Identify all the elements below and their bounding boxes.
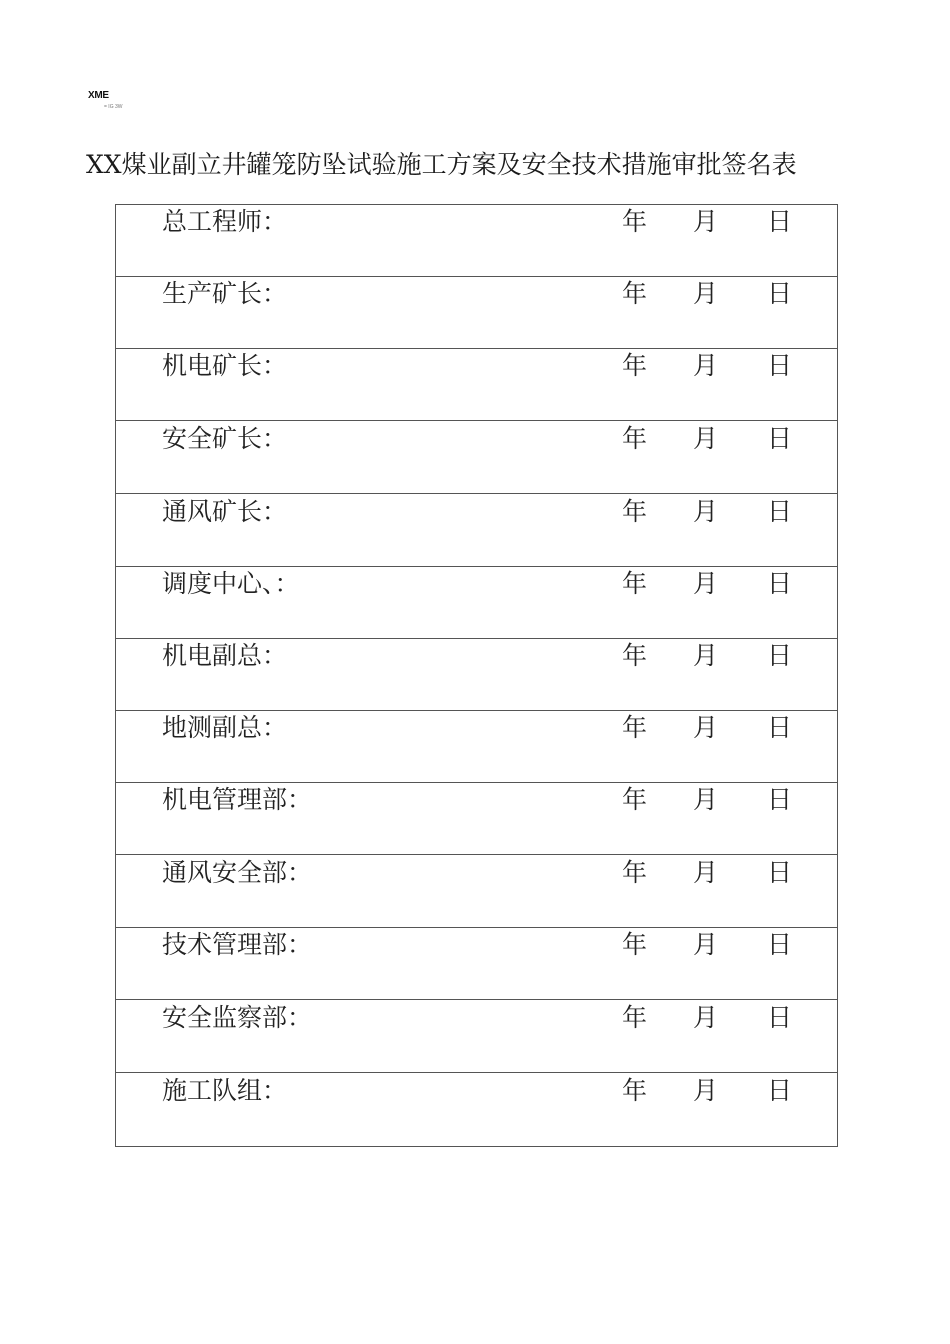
date-year-label: 年: [622, 351, 648, 380]
date-year-label: 年: [622, 497, 648, 526]
signer-label: 机电管理部：: [162, 785, 313, 814]
signer-label: 通风矿长：: [162, 497, 288, 526]
signature-row: [116, 928, 837, 1000]
date-day-label: 日: [767, 569, 793, 598]
date-month-label: 月: [693, 641, 719, 670]
date-year-label: 年: [622, 641, 648, 670]
date-day-label: 日: [767, 713, 793, 742]
signer-label: 调度中心、：: [162, 569, 300, 598]
logo-subtext: = IG 3W: [104, 104, 123, 110]
date-day-label: 日: [767, 424, 793, 453]
signature-row: [116, 422, 837, 494]
date-day-label: 日: [767, 279, 793, 308]
date-month-label: 月: [693, 1003, 719, 1032]
date-month-label: 月: [693, 858, 719, 887]
signature-row: [116, 1074, 837, 1146]
date-year-label: 年: [622, 713, 648, 742]
date-day-label: 日: [767, 641, 793, 670]
logo-text: XME: [88, 90, 109, 101]
date-month-label: 月: [693, 207, 719, 236]
date-month-label: 月: [693, 1076, 719, 1105]
signer-label: 机电矿长：: [162, 351, 288, 380]
date-year-label: 年: [622, 424, 648, 453]
signature-row: [116, 711, 837, 783]
date-day-label: 日: [767, 930, 793, 959]
date-day-label: 日: [767, 207, 793, 236]
signature-row: [116, 639, 837, 711]
date-day-label: 日: [767, 351, 793, 380]
date-year-label: 年: [622, 858, 648, 887]
signature-row: [116, 1001, 837, 1073]
date-year-label: 年: [622, 279, 648, 308]
signer-label: 施工队组：: [162, 1076, 288, 1105]
date-month-label: 月: [693, 930, 719, 959]
signer-label: 安全监察部：: [162, 1003, 313, 1032]
date-year-label: 年: [622, 207, 648, 236]
date-day-label: 日: [767, 1003, 793, 1032]
date-day-label: 日: [767, 785, 793, 814]
date-day-label: 日: [767, 1076, 793, 1105]
signer-label: 安全矿长：: [162, 424, 288, 453]
signature-row: [116, 277, 837, 349]
signer-label: 总工程师：: [162, 207, 288, 236]
date-month-label: 月: [693, 497, 719, 526]
signature-row: [116, 205, 837, 277]
date-day-label: 日: [767, 858, 793, 887]
date-month-label: 月: [693, 569, 719, 598]
signature-row: [116, 567, 837, 639]
date-month-label: 月: [693, 351, 719, 380]
signer-label: 技术管理部：: [162, 930, 313, 959]
signer-label: 生产矿长：: [162, 279, 288, 308]
signer-label: 通风安全部：: [162, 858, 313, 887]
date-day-label: 日: [767, 497, 793, 526]
signer-label: 机电副总：: [162, 641, 288, 670]
date-month-label: 月: [693, 424, 719, 453]
date-month-label: 月: [693, 279, 719, 308]
date-year-label: 年: [622, 1003, 648, 1032]
signature-row: [116, 495, 837, 567]
signature-table: [115, 204, 838, 1147]
signer-label: 地测副总：: [162, 713, 288, 742]
date-year-label: 年: [622, 785, 648, 814]
signature-row: [116, 783, 837, 855]
date-year-label: 年: [622, 1076, 648, 1105]
signature-row: [116, 856, 837, 928]
date-year-label: 年: [622, 930, 648, 959]
document-title: XX煤业副立井罐笼防坠试验施工方案及安全技术措施审批签名表: [86, 150, 797, 179]
date-month-label: 月: [693, 785, 719, 814]
date-year-label: 年: [622, 569, 648, 598]
date-month-label: 月: [693, 713, 719, 742]
signature-row: [116, 349, 837, 421]
